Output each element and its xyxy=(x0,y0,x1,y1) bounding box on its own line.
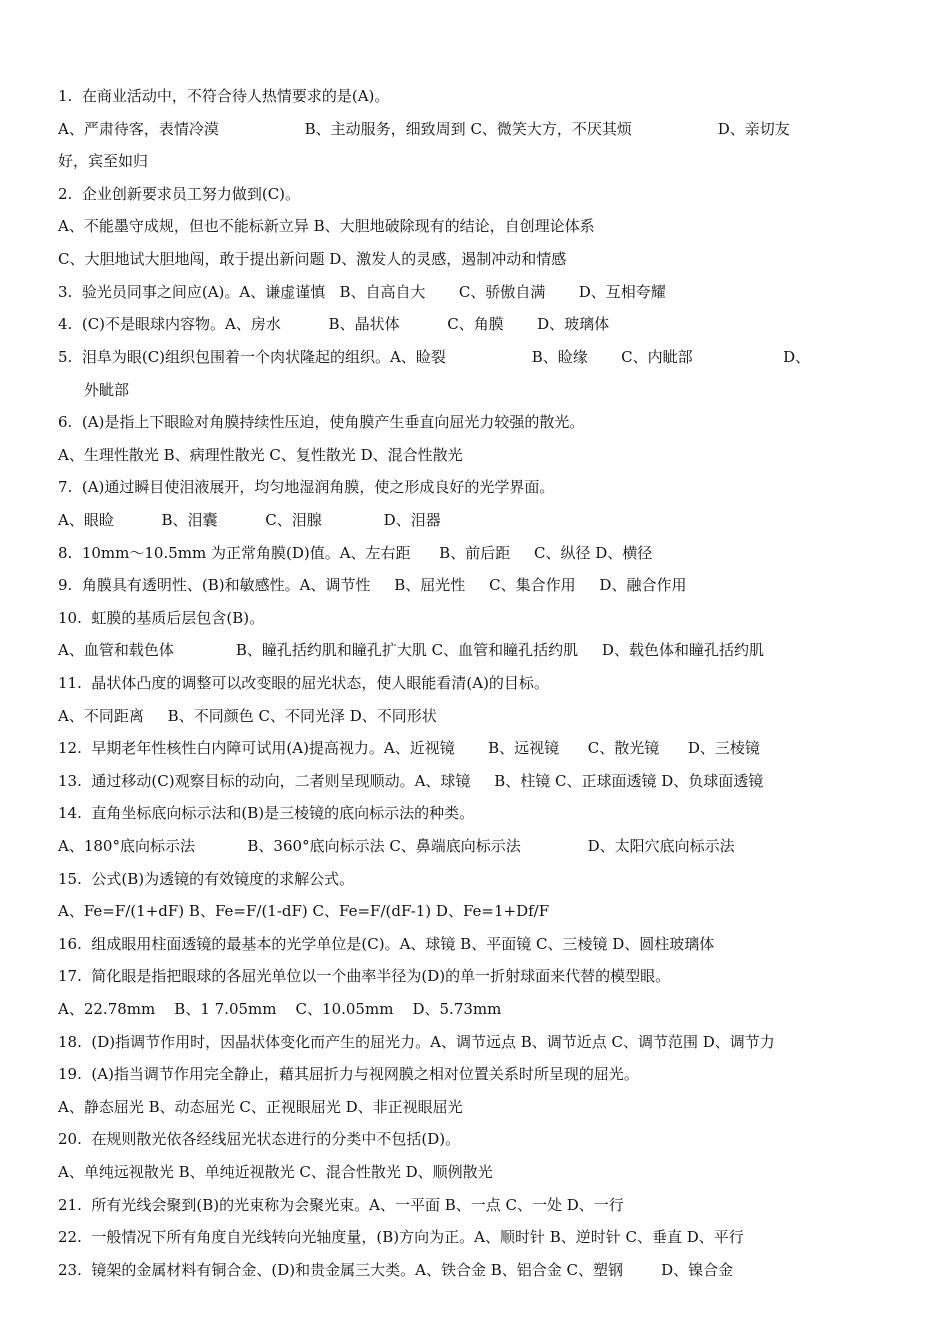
question-4: 4. (C)不是眼球内容物。A、房水 B、晶状体 C、角膜 D、玻璃体 xyxy=(58,315,610,333)
question-5-cont: 外眦部 xyxy=(84,381,130,399)
question-1: 1. 在商业活动中，不符合待人热情要求的是(A)。 xyxy=(58,87,390,105)
options-14: A、180°底向标示法 B、360°底向标示法 C、鼻端底向标示法 D、太阳穴底向标示法 xyxy=(58,837,735,855)
options-10: A、血管和载色体 B、瞳孔括约肌和瞳孔扩大肌 C、血管和瞳孔括约肌 D、载色体和瞳孔括约肌 xyxy=(58,641,764,659)
options-7: A、眼睑 B、泪囊 C、泪腺 D、泪器 xyxy=(58,511,441,529)
question-2: 2. 企业创新要求员工努力做到(C)。 xyxy=(58,185,301,203)
question-17: 17. 简化眼是指把眼球的各屈光单位以一个曲率半径为(D)的单一折射球面来代替的模型眼。 xyxy=(58,967,671,985)
question-11: 11. 晶状体凸度的调整可以改变眼的屈光状态，使人眼能看清(A)的目标。 xyxy=(58,674,549,692)
options-1: A、严肃待客，表情冷漠 B、主动服务，细致周到 C、微笑大方，不厌其烦 D、亲切友 xyxy=(58,120,790,138)
question-12: 12. 早期老年性核性白内障可试用(A)提高视力。A、近视镜 B、远视镜 C、散光镜 D、三棱镜 xyxy=(58,739,760,757)
options-11: A、不同距离 B、不同颜色 C、不同光泽 D、不同形状 xyxy=(58,707,437,725)
question-23: 23. 镜架的金属材料有铜合金、(D)和贵金属三大类。A、铁合金 B、铝合金 C、塑钢 D、镍合金 xyxy=(58,1261,734,1279)
question-16: 16. 组成眼用柱面透镜的最基本的光学单位是(C)。A、球镜 B、平面镜 C、三棱镜 D、圆柱玻璃体 xyxy=(58,935,715,953)
question-10: 10. 虹膜的基质后层包含(B)。 xyxy=(58,609,265,627)
question-15: 15. 公式(B)为透镜的有效镜度的求解公式。 xyxy=(58,870,355,888)
question-14: 14. 直角坐标底向标示法和(B)是三棱镜的底向标示法的种类。 xyxy=(58,804,475,822)
options-1-cont: 好，宾至如归 xyxy=(58,152,149,170)
question-22: 22. 一般情况下所有角度自光线转向光轴度量，(B)方向为正。A、顺时针 B、逆时针 C、垂直 D、平行 xyxy=(58,1228,744,1246)
options-17: A、22.78mm B、1 7.05mm C、10.05mm D、5.73mm xyxy=(58,1000,502,1018)
options-2a: A、不能墨守成规，但也不能标新立异 B、大胆地破除现有的结论，自创理论体系 xyxy=(58,217,595,235)
question-5: 5. 泪阜为眼(C)组织包围着一个肉状隆起的组织。A、睑裂 B、睑缘 C、内眦部 D、 xyxy=(58,348,811,366)
question-20: 20. 在规则散光依各经线屈光状态进行的分类中不包括(D)。 xyxy=(58,1130,461,1148)
question-7: 7. (A)通过瞬目使泪液展开，均匀地湿润角膜，使之形成良好的光学界面。 xyxy=(58,478,555,496)
question-21: 21. 所有光线会聚到(B)的光束称为会聚光束。A、一平面 B、一点 C、一处 D、一行 xyxy=(58,1196,624,1214)
question-8: 8. 10mm～10.5mm 为正常角膜(D)值。A、左右距 B、前后距 C、纵径 D、横径 xyxy=(58,544,653,562)
question-18: 18. (D)指调节作用时，因晶状体变化而产生的屈光力。A、调节远点 B、调节近点 C、调节范围 D、调节力 xyxy=(58,1033,775,1051)
question-13: 13. 通过移动(C)观察目标的动向，二者则呈现顺动。A、球镜 B、柱镜 C、正球面透镜 D、负球面透镜 xyxy=(58,772,764,790)
options-2b: C、大胆地试大胆地闯，敢于提出新问题 D、激发人的灵感，遏制冲动和情感 xyxy=(58,250,567,268)
options-6: A、生理性散光 B、病理性散光 C、复性散光 D、混合性散光 xyxy=(58,446,463,464)
options-15: A、Fe=F/(1+dF) B、Fe=F/(1-dF) C、Fe=F/(dF-1) D、Fe=1+Df/F xyxy=(58,902,550,920)
options-19: A、静态屈光 B、动态屈光 C、正视眼屈光 D、非正视眼屈光 xyxy=(58,1098,463,1116)
question-6: 6. (A)是指上下眼睑对角膜持续性压迫，使角膜产生垂直向屈光力较强的散光。 xyxy=(58,413,585,431)
question-19: 19. (A)指当调节作用完全静止，藉其屈折力与视网膜之相对位置关系时所呈现的屈光。 xyxy=(58,1065,639,1083)
question-9: 9. 角膜具有透明性、(B)和敏感性。A、调节性 B、屈光性 C、集合作用 D、融合作用 xyxy=(58,576,687,594)
question-3: 3. 验光员同事之间应(A)。A、谦虚谨慎 B、自高自大 C、骄傲自满 D、互相夸耀 xyxy=(58,283,666,301)
options-20: A、单纯远视散光 B、单纯近视散光 C、混合性散光 D、顺例散光 xyxy=(58,1163,493,1181)
